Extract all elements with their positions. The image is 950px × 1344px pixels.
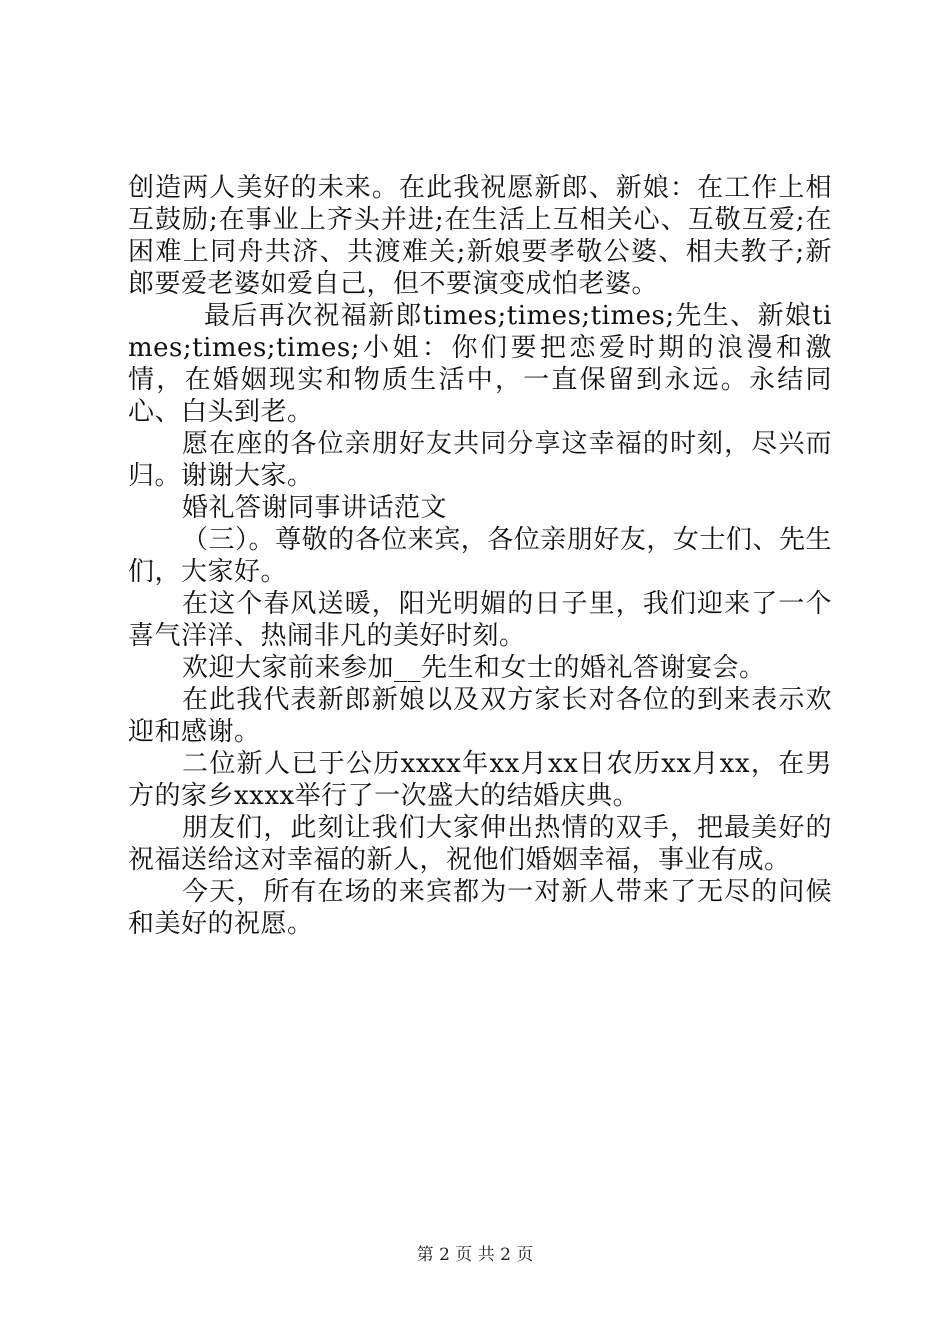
paragraph-11: 今天，所有在场的来宾都为一对新人带来了无尽的问候和美好的祝愿。 (128, 877, 832, 939)
paragraph-7: 欢迎大家前来参加__先生和女士的婚礼答谢宴会。 (182, 653, 766, 683)
page-footer: 第 2 页 共 2 页 (416, 1245, 534, 1265)
section-heading: 婚礼答谢同事讲话范文 (182, 493, 448, 523)
paragraph-10: 朋友们，此刻让我们大家伸出热情的双手，把最美好的祝福送给这对幸福的新人，祝他们婚姻幸福，事业有成。 (128, 813, 832, 875)
document-body (128, 172, 832, 940)
paragraph-6: 在这个春风送暖，阳光明媚的日子里，我们迎来了一个喜气洋洋、热闹非凡的美好时刻。 (128, 589, 832, 651)
paragraph-8: 在此我代表新郎新娘以及双方家长对各位的到来表示欢迎和感谢。 (128, 685, 832, 747)
paragraph-1: 创造两人美好的未来。在此我祝愿新郎、新娘：在工作上相互鼓励;在事业上齐头并进;在生活上互相关心、互敬互爱;在困难上同舟共济、共渡难关;新娘要孝敬公婆、相夫教子;新郎要爱老婆如爱自己，但不要演变成怕老婆。 (128, 173, 832, 299)
paragraph-2: 最后再次祝福新郎times;times;times;先生、新娘times;times;times;小姐：你们要把恋爱时期的浪漫和激情，在婚姻现实和物质生活中，一直保留到永远。永结同心、白头到老。 (128, 301, 832, 427)
paragraph-5: （三）。尊敬的各位来宾，各位亲朋好友，女士们、先生们，大家好。 (128, 525, 832, 587)
paragraph-9: 二位新人已于公历xxxx年xx月xx日农历xx月xx，在男方的家乡xxxx举行了一次盛大的结婚庆典。 (128, 749, 832, 811)
paragraph-3: 愿在座的各位亲朋好友共同分享这幸福的时刻，尽兴而归。谢谢大家。 (128, 429, 832, 491)
